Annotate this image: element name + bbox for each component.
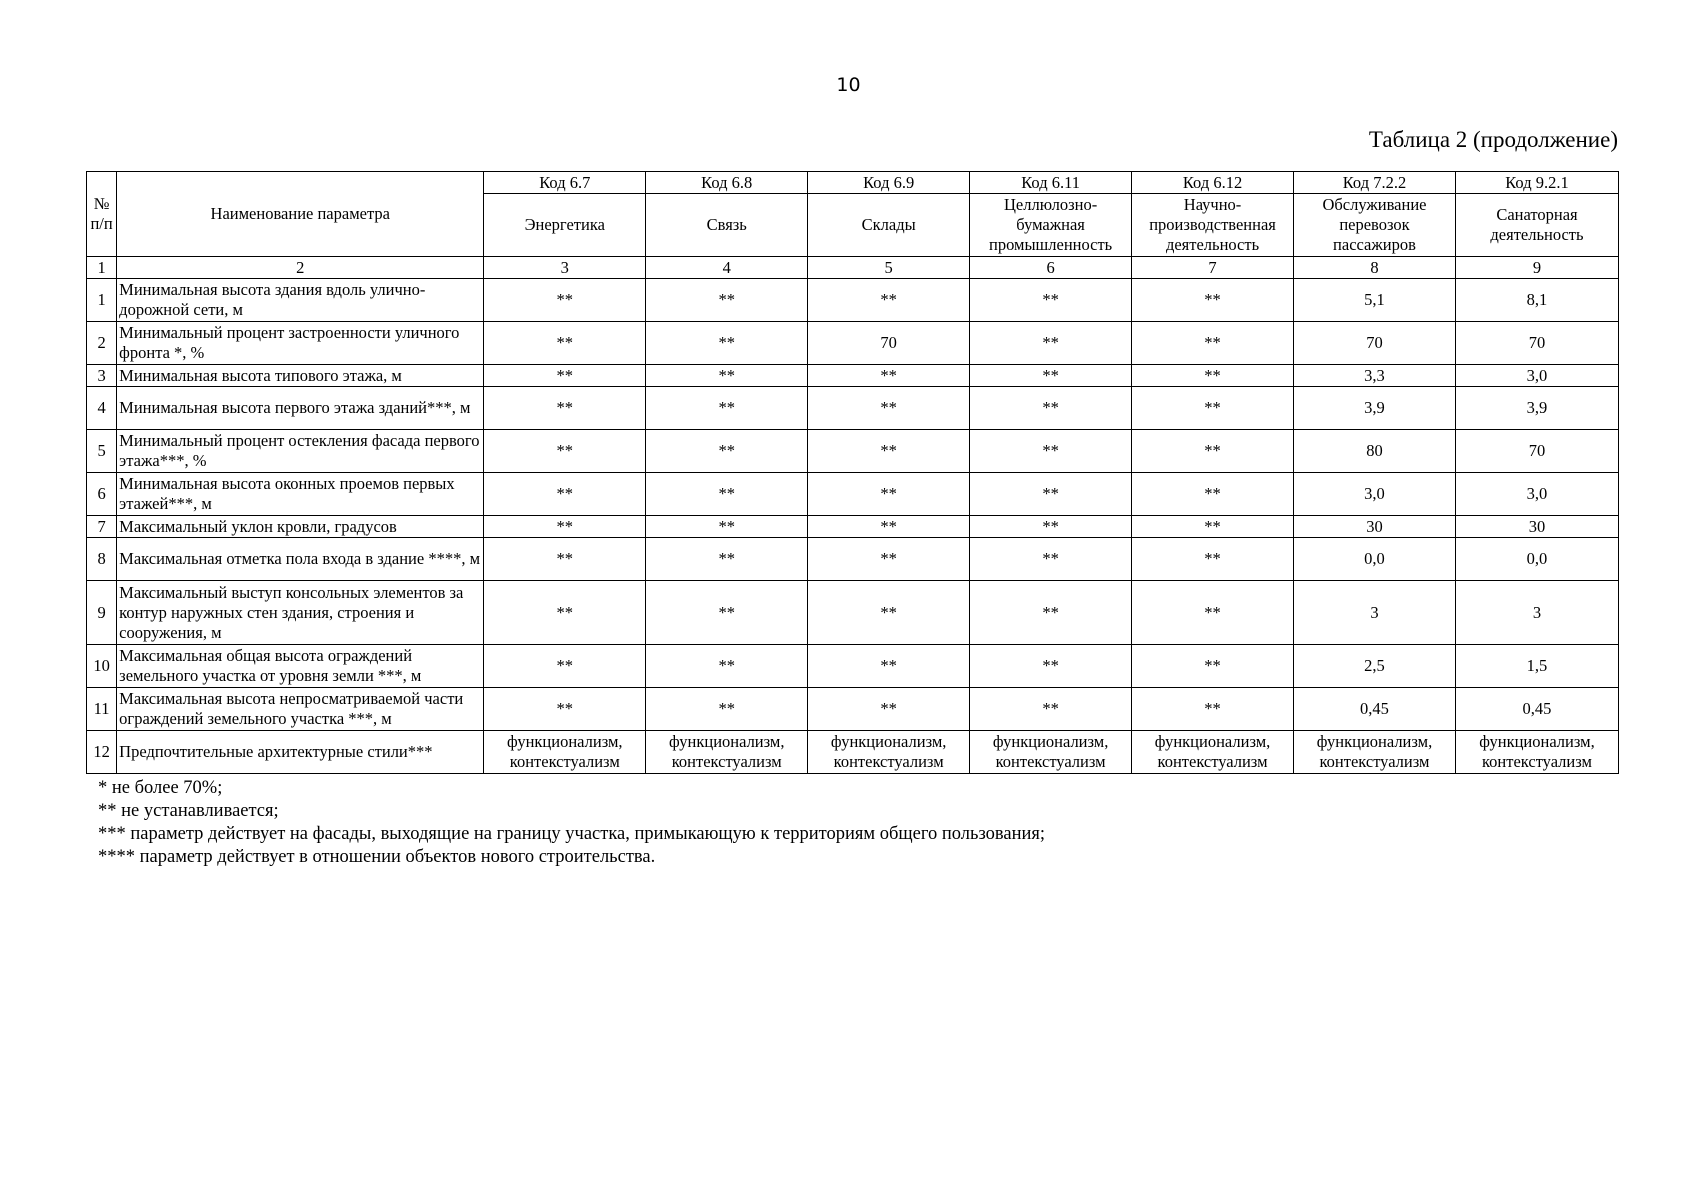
param-header: Наименование параметра (117, 172, 484, 257)
column-code: Код 6.12 (1132, 172, 1294, 194)
value-cell: ** (808, 516, 970, 538)
value-cell: 70 (1455, 430, 1618, 473)
row-number: 9 (87, 581, 117, 645)
row-number: 10 (87, 645, 117, 688)
value-cell: ** (1132, 581, 1294, 645)
value-cell: ** (646, 387, 808, 430)
value-cell: ** (970, 322, 1132, 365)
row-number: 11 (87, 688, 117, 731)
table-row (87, 365, 1619, 387)
value-cell: функционализм, контекстуализм (1132, 731, 1294, 774)
table-row (87, 322, 1619, 365)
value-cell: функционализм, контекстуализм (646, 731, 808, 774)
value-cell: ** (808, 430, 970, 473)
parameter-name: Максимальная высота непросматриваемой части ограждений земельного участка ***, м (117, 688, 484, 731)
table-row (87, 731, 1619, 774)
column-code: Код 6.8 (646, 172, 808, 194)
value-cell: ** (808, 365, 970, 387)
table-caption: Таблица 2 (продолжение) (1368, 127, 1618, 152)
value-cell: ** (970, 538, 1132, 581)
value-cell: ** (808, 279, 970, 322)
footnote: **** параметр действует в отношении объектов нового строительства. (98, 847, 656, 867)
value-cell: 70 (808, 322, 970, 365)
column-index: 7 (1132, 257, 1294, 279)
footnote: ** не устанавливается; (98, 801, 279, 821)
value-cell: 0,45 (1455, 688, 1618, 731)
table-row (87, 473, 1619, 516)
parameter-name: Минимальный процент застроенности уличного фронта *, % (117, 322, 484, 365)
value-cell: функционализм, контекстуализм (808, 731, 970, 774)
value-cell: ** (970, 581, 1132, 645)
column-index: 2 (117, 257, 484, 279)
column-index: 9 (1455, 257, 1618, 279)
value-cell: ** (1132, 430, 1294, 473)
parameter-name: Максимальная общая высота ограждений земельного участка от уровня земли ***, м (117, 645, 484, 688)
value-cell: ** (808, 581, 970, 645)
column-index: 4 (646, 257, 808, 279)
parameter-name: Предпочтительные архитектурные стили*** (117, 731, 484, 774)
value-cell: ** (646, 322, 808, 365)
row-number: 2 (87, 322, 117, 365)
footnote: *** параметр действует на фасады, выходящие на границу участка, примыкающую к территориям общего пользования; (98, 824, 1046, 844)
value-cell: ** (1132, 645, 1294, 688)
value-cell: функционализм, контекстуализм (1294, 731, 1456, 774)
table-row (87, 538, 1619, 581)
column-name: Научно-производственная деятельность (1132, 194, 1294, 257)
value-cell: ** (646, 516, 808, 538)
parameter-name: Минимальная высота оконных проемов первых этажей***, м (117, 473, 484, 516)
value-cell: ** (1132, 322, 1294, 365)
value-cell: ** (1132, 473, 1294, 516)
value-cell: ** (484, 473, 646, 516)
value-cell: ** (808, 387, 970, 430)
value-cell: ** (484, 645, 646, 688)
parameter-name: Максимальная отметка пола входа в здание ****, м (117, 538, 484, 581)
column-index: 5 (808, 257, 970, 279)
column-code: Код 6.9 (808, 172, 970, 194)
value-cell: 70 (1294, 322, 1456, 365)
table-row (87, 279, 1619, 322)
value-cell: ** (1132, 365, 1294, 387)
column-index: 3 (484, 257, 646, 279)
value-cell: ** (484, 430, 646, 473)
row-number: 1 (87, 279, 117, 322)
column-name: Связь (646, 194, 808, 257)
table-row (87, 645, 1619, 688)
column-name: Склады (808, 194, 970, 257)
value-cell: функционализм, контекстуализм (970, 731, 1132, 774)
value-cell: 0,45 (1294, 688, 1456, 731)
value-cell: ** (646, 538, 808, 581)
value-cell: ** (484, 538, 646, 581)
value-cell: 30 (1294, 516, 1456, 538)
parameter-name: Минимальный процент остекления фасада первого этажа***, % (117, 430, 484, 473)
table-row (87, 581, 1619, 645)
value-cell: 3,9 (1455, 387, 1618, 430)
footnote: * не более 70%; (98, 778, 223, 798)
column-name: Обслуживание перевозок пассажиров (1294, 194, 1456, 257)
table-row (87, 387, 1619, 430)
column-name: Санаторная деятельность (1455, 194, 1618, 257)
value-cell: ** (808, 538, 970, 581)
column-index: 6 (970, 257, 1132, 279)
value-cell: ** (484, 387, 646, 430)
value-cell: ** (646, 645, 808, 688)
value-cell: ** (646, 688, 808, 731)
num-header: № п/п (87, 172, 117, 257)
value-cell: 70 (1455, 322, 1618, 365)
value-cell: ** (808, 645, 970, 688)
column-index-row (87, 257, 1619, 279)
row-number: 6 (87, 473, 117, 516)
value-cell: ** (646, 279, 808, 322)
table-row (87, 430, 1619, 473)
value-cell: ** (484, 516, 646, 538)
row-number: 5 (87, 430, 117, 473)
value-cell: 80 (1294, 430, 1456, 473)
value-cell: 8,1 (1455, 279, 1618, 322)
value-cell: ** (808, 473, 970, 516)
column-code: Код 6.7 (484, 172, 646, 194)
row-number: 3 (87, 365, 117, 387)
value-cell: 3,9 (1294, 387, 1456, 430)
value-cell: ** (970, 387, 1132, 430)
row-number: 4 (87, 387, 117, 430)
value-cell: ** (484, 365, 646, 387)
table-row (87, 688, 1619, 731)
footnotes (98, 777, 1045, 869)
value-cell: ** (1132, 688, 1294, 731)
value-cell: ** (484, 581, 646, 645)
parameter-name: Минимальная высота первого этажа зданий***, м (117, 387, 484, 430)
parameter-name: Минимальная высота типового этажа, м (117, 365, 484, 387)
value-cell: функционализм, контекстуализм (1455, 731, 1618, 774)
value-cell: функционализм, контекстуализм (484, 731, 646, 774)
parameter-name: Минимальная высота здания вдоль улично-дорожной сети, м (117, 279, 484, 322)
row-number: 8 (87, 538, 117, 581)
page-number: 10 (836, 74, 861, 96)
value-cell: 3,0 (1455, 365, 1618, 387)
parameter-name: Максимальный выступ консольных элементов за контур наружных стен здания, строения и сооружения, м (117, 581, 484, 645)
value-cell: ** (646, 473, 808, 516)
value-cell: ** (970, 473, 1132, 516)
column-name: Энергетика (484, 194, 646, 257)
value-cell: 0,0 (1455, 538, 1618, 581)
column-code: Код 9.2.1 (1455, 172, 1618, 194)
column-code: Код 7.2.2 (1294, 172, 1456, 194)
column-name: Целлюлозно-бумажная промышленность (970, 194, 1132, 257)
value-cell: ** (808, 688, 970, 731)
value-cell: ** (646, 365, 808, 387)
value-cell: 2,5 (1294, 645, 1456, 688)
value-cell: ** (970, 279, 1132, 322)
value-cell: ** (970, 365, 1132, 387)
row-number: 7 (87, 516, 117, 538)
table-row (87, 516, 1619, 538)
value-cell: 30 (1455, 516, 1618, 538)
value-cell: 0,0 (1294, 538, 1456, 581)
value-cell: 3,3 (1294, 365, 1456, 387)
value-cell: 5,1 (1294, 279, 1456, 322)
parameters-table (86, 171, 1619, 774)
value-cell: ** (970, 430, 1132, 473)
value-cell: ** (484, 322, 646, 365)
value-cell: ** (1132, 538, 1294, 581)
value-cell: ** (970, 688, 1132, 731)
value-cell: 1,5 (1455, 645, 1618, 688)
column-index: 8 (1294, 257, 1456, 279)
value-cell: 3 (1294, 581, 1456, 645)
value-cell: ** (484, 688, 646, 731)
column-code: Код 6.11 (970, 172, 1132, 194)
column-index: 1 (87, 257, 117, 279)
value-cell: 3 (1455, 581, 1618, 645)
value-cell: ** (970, 516, 1132, 538)
parameter-name: Максимальный уклон кровли, градусов (117, 516, 484, 538)
value-cell: ** (970, 645, 1132, 688)
value-cell: ** (646, 581, 808, 645)
value-cell: 3,0 (1294, 473, 1456, 516)
value-cell: ** (646, 430, 808, 473)
value-cell: ** (1132, 279, 1294, 322)
value-cell: 3,0 (1455, 473, 1618, 516)
row-number: 12 (87, 731, 117, 774)
value-cell: ** (1132, 387, 1294, 430)
value-cell: ** (484, 279, 646, 322)
value-cell: ** (1132, 516, 1294, 538)
